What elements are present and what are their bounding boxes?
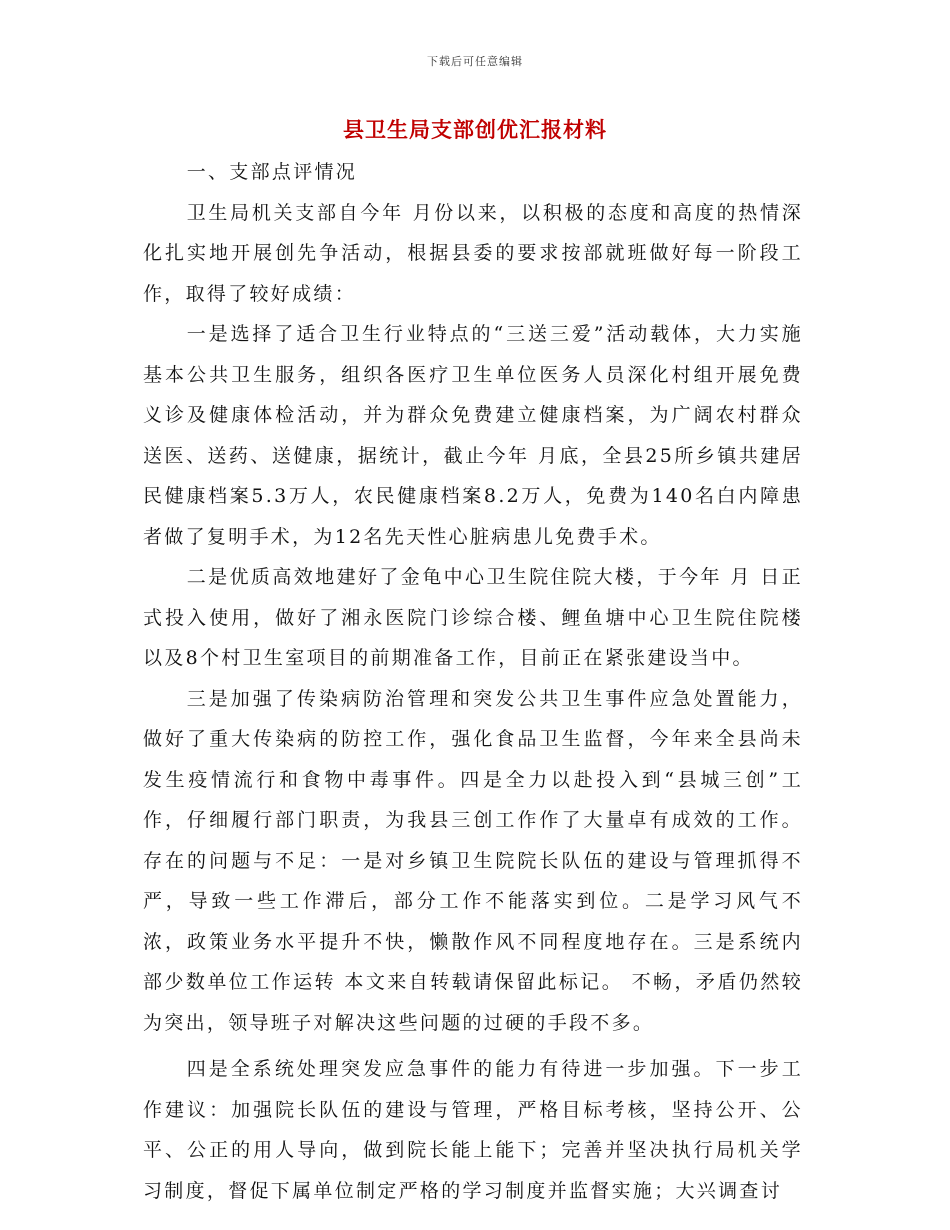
body-paragraph-4: 四是全系统处理突发应急事件的能力有待进一步加强。下一步工作建议：加强院长队伍的建设与管理，严格目标考核，坚持公开、公平、公正的用人导向，做到院长能上能下；完善并坚决执行局机关学习制度，督促下属单位制定严格的学习制度并监督实施；大兴调查讨 [143, 1058, 803, 1202]
document-title: 县卫生局支部创优汇报材料 [343, 117, 607, 142]
body-paragraph-1: 一是选择了适合卫生行业特点的“三送三爱”活动载体，大力实施基本公共卫生服务，组织各医疗卫生单位医务人员深化村组开展免费义诊及健康体检活动，并为群众免费建立健康档案，为广阔农村群众送医、送药、送健康，据统计，截止今年 月底，全县25所乡镇共建居民健康档案5.3万人，农民健康档案8.2万人，免费为140名白内障患者做了复明手术，为12名先天性心脏病患儿免费手术。 [143, 323, 803, 548]
body-paragraph-3: 三是加强了传染病防治管理和突发公共卫生事件应急处置能力，做好了重大传染病的防控工作，强化食品卫生监督，今年来全县尚未发生疫情流行和食物中毒事件。四是全力以赴投入到“县城三创”工作，仔细履行部门职责，为我县三创工作作了大量卓有成效的工作。存在的问题与不足：一是对乡镇卫生院院长队伍的建设与管理抓得不严，导致一些工作滞后，部分工作不能落实到位。二是学习风气不浓，政策业务水平提升不快，懒散作风不同程度地存在。三是系统内部少数单位工作运转 本文来自转载请保留此标记。 不畅，矛盾仍然较为突出，领导班子对解决这些问题的过硬的手段不多。 [143, 687, 803, 1034]
body-paragraph-intro: 卫生局机关支部自今年 月份以来，以积极的态度和高度的热情深化扎实地开展创先争活动，根据县委的要求按部就班做好每一阶段工作，取得了较好成绩： [143, 201, 803, 305]
document-body [143, 152, 803, 1211]
section-heading: 一、支部点评情况 [186, 161, 358, 183]
header-note: 下载后可任意编辑 [427, 55, 523, 68]
body-paragraph-2: 二是优质高效地建好了金龟中心卫生院住院大楼，于今年 月 日正式投入使用，做好了湘永医院门诊综合楼、鲤鱼塘中心卫生院住院楼以及8个村卫生室项目的前期准备工作，目前正在紧张建设当中。 [143, 566, 803, 669]
